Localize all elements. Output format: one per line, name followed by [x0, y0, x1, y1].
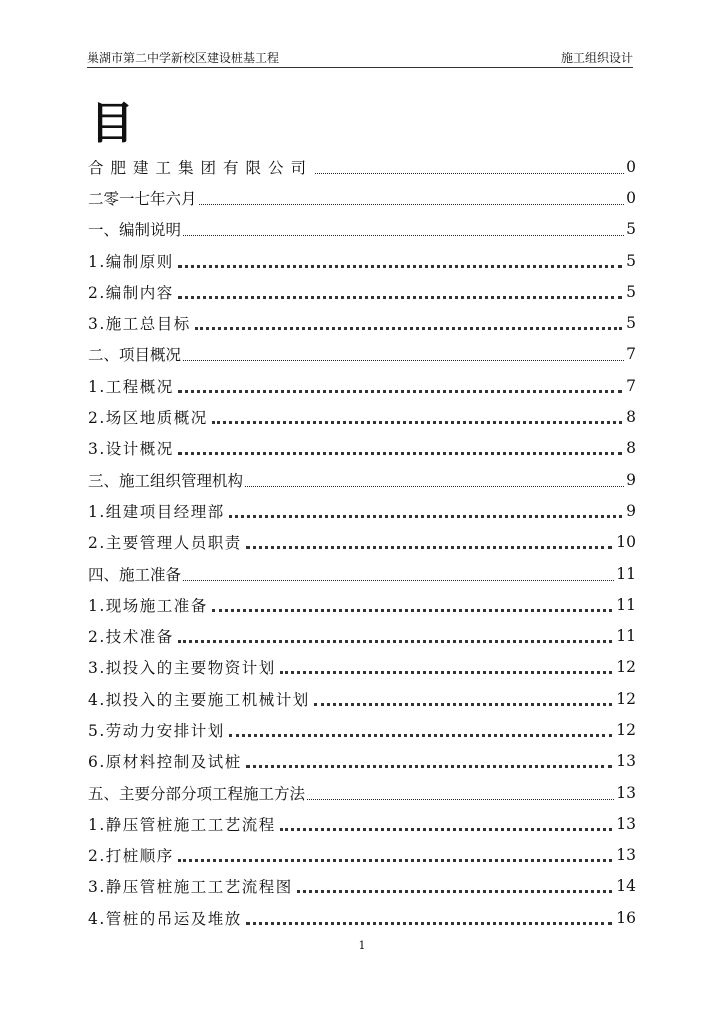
toc-entry-page: 14 [616, 877, 636, 896]
toc-dot-leader [315, 172, 624, 174]
toc-dot-leader [314, 702, 612, 706]
toc-entry-page: 13 [616, 846, 636, 865]
toc-entry-page: 0 [626, 157, 636, 176]
toc-entry-page: 11 [616, 595, 636, 614]
toc-entry[interactable] [88, 245, 636, 276]
toc-entry-label: 5.劳动力安排计划 [88, 721, 225, 740]
toc-entry-page: 9 [626, 501, 636, 520]
toc-entry-page: 9 [626, 470, 636, 489]
toc-entry-page: 5 [626, 314, 636, 333]
toc-entry-page: 0 [626, 188, 636, 207]
toc-dot-leader [178, 639, 612, 643]
toc-entry-page: 12 [616, 720, 636, 739]
toc-entry[interactable] [88, 527, 636, 558]
toc-entry[interactable] [88, 151, 636, 182]
toc-entry[interactable] [88, 182, 636, 213]
toc-entry[interactable] [88, 464, 636, 495]
toc-entry-page: 13 [616, 783, 636, 802]
toc-dot-leader [245, 485, 624, 487]
toc-entry-label: 1.编制原则 [88, 252, 174, 271]
toc-entry[interactable] [88, 433, 636, 464]
toc-entry-page: 10 [616, 533, 636, 552]
toc-entry-label: 二、项目概况 [88, 346, 182, 365]
toc-entry-label: 1.静压管桩施工工艺流程 [88, 815, 276, 834]
toc-entry-page: 5 [626, 220, 636, 239]
toc-entry-page: 12 [616, 658, 636, 677]
toc-dot-leader [178, 295, 622, 299]
table-of-contents [88, 151, 636, 933]
toc-entry-page: 12 [616, 689, 636, 708]
toc-entry[interactable] [88, 495, 636, 526]
toc-dot-leader [246, 921, 612, 925]
toc-entry-label: 三、施工组织管理机构 [88, 471, 244, 490]
toc-entry[interactable] [88, 401, 636, 432]
toc-dot-leader [280, 670, 612, 674]
toc-entry[interactable] [88, 902, 636, 933]
toc-entry-page: 8 [626, 439, 636, 458]
toc-entry[interactable] [88, 558, 636, 589]
toc-entry[interactable] [88, 339, 636, 370]
toc-entry-label: 合肥建工集团有限公司 [88, 158, 314, 177]
toc-entry-label: 3.设计概况 [88, 440, 174, 459]
toc-heading: 目 [90, 98, 134, 149]
toc-entry-page: 13 [616, 814, 636, 833]
toc-entry[interactable] [88, 840, 636, 871]
toc-dot-leader [195, 326, 622, 330]
toc-dot-leader [212, 420, 622, 424]
page-header [87, 51, 633, 68]
toc-entry[interactable] [88, 871, 636, 902]
toc-entry-label: 2.场区地质概况 [88, 409, 208, 428]
toc-dot-leader [178, 858, 612, 862]
toc-entry-label: 3.拟投入的主要物资计划 [88, 659, 276, 678]
toc-dot-leader [199, 203, 625, 205]
toc-entry-label: 2.主要管理人员职责 [88, 534, 242, 553]
toc-entry-page: 8 [626, 408, 636, 427]
toc-dot-leader [183, 359, 624, 361]
toc-entry-label: 4.管桩的吊运及堆放 [88, 909, 242, 928]
toc-entry-label: 4.拟投入的主要施工机械计划 [88, 690, 310, 709]
toc-dot-leader [246, 764, 612, 768]
toc-entry[interactable] [88, 370, 636, 401]
toc-entry-page: 13 [616, 752, 636, 771]
header-document-type: 施工组织设计 [560, 51, 633, 65]
toc-entry[interactable] [88, 746, 636, 777]
toc-entry-page: 7 [626, 345, 636, 364]
toc-dot-leader [229, 733, 612, 737]
toc-dot-leader [178, 389, 622, 393]
toc-dot-leader [178, 451, 622, 455]
toc-entry[interactable] [88, 808, 636, 839]
toc-entry-page: 5 [626, 282, 636, 301]
toc-entry[interactable] [88, 777, 636, 808]
toc-entry-label: 2.编制内容 [88, 283, 174, 302]
toc-dot-leader [178, 264, 622, 268]
toc-dot-leader [280, 827, 612, 831]
toc-dot-leader [212, 608, 612, 612]
toc-entry-label: 3.静压管桩施工工艺流程图 [88, 878, 293, 897]
toc-dot-leader [183, 234, 624, 236]
toc-entry-label: 一、编制说明 [88, 221, 182, 240]
header-project-title: 巢湖市第二中学新校区建设桩基工程 [87, 51, 280, 65]
toc-entry-label: 1.工程概况 [88, 377, 174, 396]
toc-entry[interactable] [88, 214, 636, 245]
toc-dot-leader [297, 889, 612, 893]
toc-entry[interactable] [88, 652, 636, 683]
toc-entry-page: 5 [626, 251, 636, 270]
toc-dot-leader [307, 798, 614, 800]
toc-entry-label: 2.打桩顺序 [88, 847, 174, 866]
toc-entry-label: 四、施工准备 [88, 565, 182, 584]
toc-entry-label: 6.原材料控制及试桩 [88, 753, 242, 772]
toc-entry[interactable] [88, 683, 636, 714]
toc-entry-page: 11 [616, 564, 636, 583]
toc-entry[interactable] [88, 276, 636, 307]
toc-entry[interactable] [88, 620, 636, 651]
toc-entry-label: 二零一七年六月 [88, 189, 197, 208]
toc-entry-label: 3.施工总目标 [88, 315, 191, 334]
toc-entry-label: 1.现场施工准备 [88, 596, 208, 615]
toc-entry-label: 2.技术准备 [88, 628, 174, 647]
toc-entry[interactable] [88, 307, 636, 338]
toc-entry[interactable] [88, 714, 636, 745]
toc-entry-label: 五、主要分部分项工程施工方法 [88, 784, 306, 803]
toc-entry-page: 16 [616, 908, 636, 927]
toc-dot-leader [246, 545, 612, 549]
toc-dot-leader [229, 514, 622, 518]
toc-entry-label: 1.组建项目经理部 [88, 502, 225, 521]
toc-entry[interactable] [88, 589, 636, 620]
toc-entry-page: 7 [626, 376, 636, 395]
page-number: 1 [358, 939, 366, 952]
toc-entry-page: 11 [616, 627, 636, 646]
toc-dot-leader [183, 579, 614, 581]
